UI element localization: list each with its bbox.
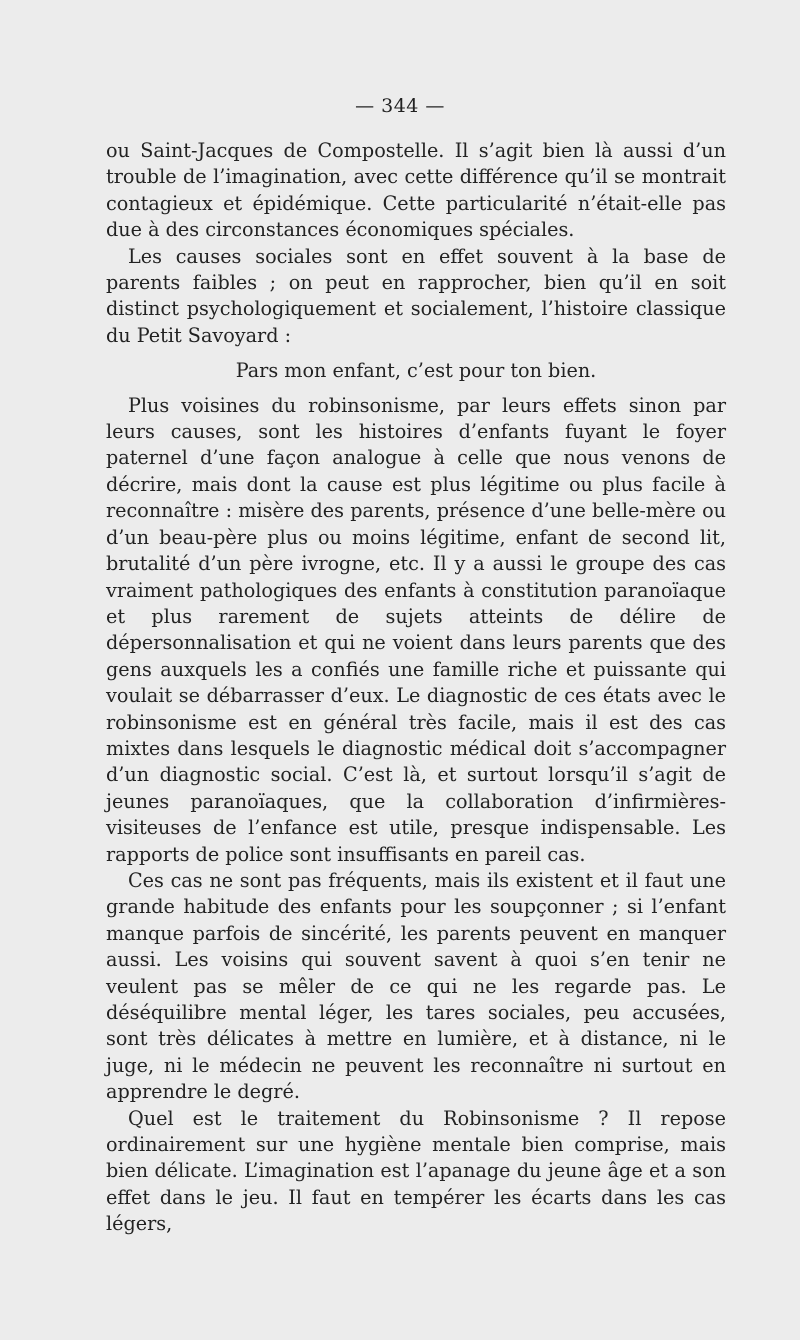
paragraph-social-causes: Les causes sociales sont en effet souvent à la base de parents faibles ; on peut en rapprocher, bien qu’il en soit distinct psychologiquement et socialement, l’histoire classique du Petit Savoyard : xyxy=(106,244,726,347)
paragraph-continuation: ou Saint-Jacques de Compostelle. Il s’agit bien là aussi d’un trouble de l’imagination, avec cette différence qu’il se montrait contagieux et épidémique. Cette particularité n’était-elle pas due à des circonstances économiques spéciales. xyxy=(106,139,726,242)
page-number: — 344 — xyxy=(355,95,445,117)
body-text xyxy=(106,138,726,1238)
paragraph-treatment: Quel est le traitement du Robinsonisme ? Il repose ordinairement sur une hygiène mentale bien comprise, mais bien délicate. L’imagination est l’apanage du jeune âge et a son effet dans le jeu. Il faut en tempérer les écarts dans les cas légers, xyxy=(106,1106,726,1236)
paragraph-robinsonisme-neighbors: Plus voisines du robinsonisme, par leurs effets sinon par leurs causes, sont les histoires d’enfants fuyant le foyer paternel d’une façon analogue à celle que nous venons de décrire, mais dont la cause est plus légitime ou plus facile à reconnaître : misère des parents, présence d’une belle-mère ou d’un beau-père plus ou moins légitime, enfant de second lit, brutalité d’un père ivrogne, etc. Il y a aussi le groupe des cas vraiment pathologiques des enfants à constitution paranoïaque et plus rarement de sujets atteints de délire de dépersonnalisation et qui ne voient dans leurs parents que des gens auxquels les a confiés une famille riche et puissante qui voulait se débarrasser d’eux. Le diagnostic de ces états avec le robinsonisme est en général très facile, mais il est des cas mixtes dans lesquels le diagnostic médical doit s’accompagner d’un diagnostic social. C’est là, et surtout lorsqu’il s’agit de jeunes paranoïaques, que la collaboration d’infirmières-visiteuses de l’enfance est utile, presque indispensable. Les rapports de police sont insuffisants en pareil cas. xyxy=(106,393,726,866)
paragraph-rare-cases: Ces cas ne sont pas fréquents, mais ils existent et il faut une grande habitude des enfants pour les soupçonner ; si l’enfant manque parfois de sincérité, les parents peuvent en manquer aussi. Les voisins qui souvent savent à quoi s’en tenir ne veulent pas se mêler de ce qui ne les regarde pas. Le déséquilibre mental léger, les tares sociales, peu accusées, sont très délicates à mettre en lumière, et à distance, ni le juge, ni le médecin ne peuvent les reconnaître ni surtout en apprendre le degré. xyxy=(106,868,726,1104)
quotation: Pars mon enfant, c’est pour ton bien. xyxy=(235,359,597,383)
